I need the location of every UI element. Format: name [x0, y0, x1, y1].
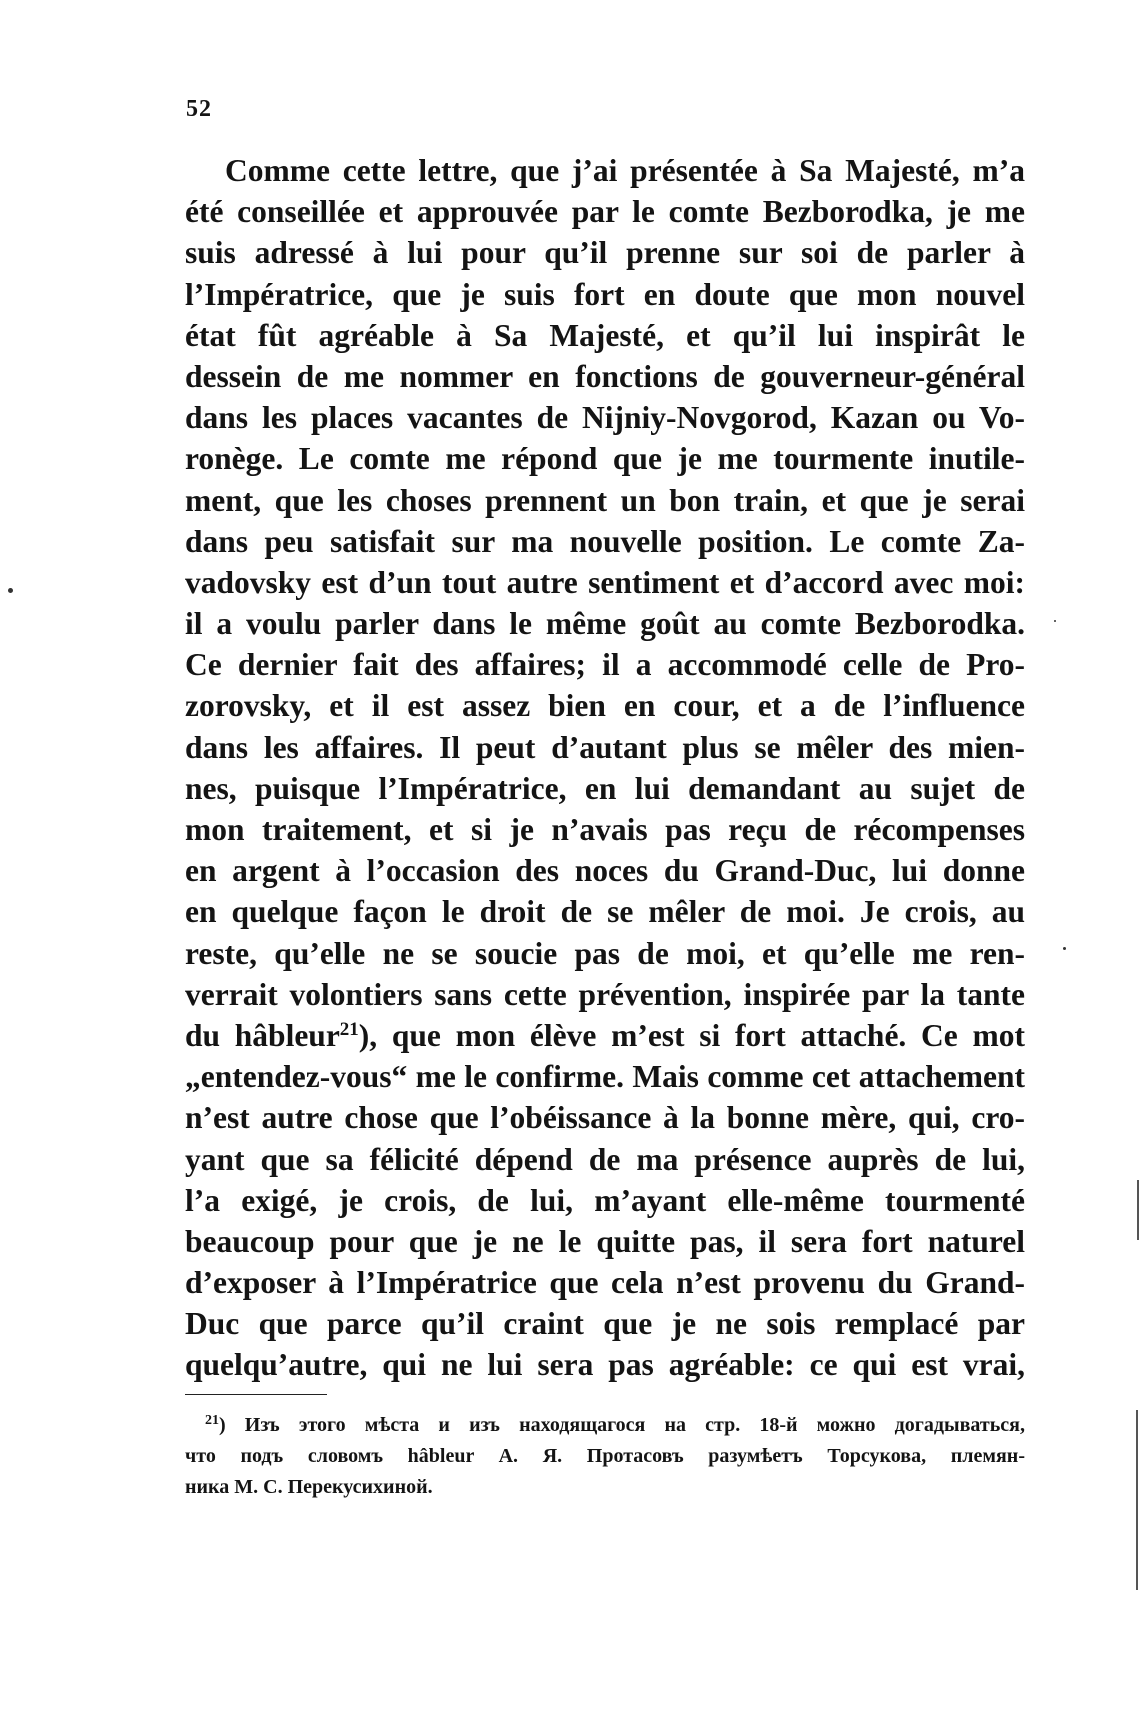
text-line: état fût agréable à Sa Majesté, et qu’il lui inspirât le: [185, 317, 1025, 353]
scan-speck: [8, 588, 13, 593]
text-line: été conseillée et approuvée par le comte Bezborodka, je me: [185, 194, 1025, 230]
text-line: nes, puisque l’Impératrice, en lui demandant au sujet de: [185, 770, 1025, 806]
text-line: l’a exigé, je crois, de lui, m’ayant elle-même tourmenté: [185, 1182, 1025, 1218]
scan-edge-mark: [1137, 1180, 1139, 1240]
footnote-separator: [185, 1394, 327, 1395]
text-line: quelqu’autre, qui ne lui sera pas agréable: ce qui est vrai,: [185, 1347, 1025, 1383]
text-line: dans les places vacantes de Nijniy-Novgorod, Kazan ou Vo-: [185, 400, 1025, 436]
text-line: dans les affaires. Il peut d’autant plus se mêler des mien-: [185, 729, 1025, 765]
footnote-reference-mark[interactable]: 21: [339, 1018, 359, 1040]
scan-speck: [1063, 947, 1066, 950]
text-line: Comme cette lettre, que j’ai présentée à Sa Majesté, m’a: [225, 153, 1025, 188]
text-line: beaucoup pour que je ne le quitte pas, il sera fort naturel: [185, 1223, 1025, 1259]
scan-edge-mark: [1136, 1410, 1138, 1590]
text-line: dans peu satisfait sur ma nouvelle position. Le comte Za-: [185, 523, 1025, 559]
text-line: ronège. Le comte me répond que je me tourmente inutile-: [185, 441, 1025, 477]
footnote-text: ) Изъ этого мѣста и изъ находящагося на стр. 18-й можно догадываться,: [219, 1414, 1025, 1436]
text-line: n’est autre chose que l’obéissance à la bonne mère, qui, cro-: [185, 1100, 1025, 1136]
text-line: reste, qu’elle ne se soucie pas de moi, et qu’elle me ren-: [185, 935, 1025, 971]
scan-speck: [1054, 620, 1056, 622]
text-line-with-footnote-ref: [185, 1015, 1025, 1056]
text-line: verrait volontiers sans cette prévention, inspirée par la tante: [185, 976, 1025, 1012]
text-line: en quelque façon le droit de se mêler de moi. Je crois, au: [185, 894, 1025, 930]
footnote-line: [185, 1410, 1025, 1441]
footnote-mark: 21: [205, 1413, 219, 1428]
footnote: [185, 1410, 1025, 1503]
text-line: en argent à l’occasion des noces du Grand-Duc, lui donne: [185, 853, 1025, 889]
text-line: suis adressé à lui pour qu’il prenne sur soi de parler à: [185, 235, 1025, 271]
text-line: Duc que parce qu’il craint que je ne sois remplacé par: [185, 1306, 1025, 1342]
text-line: vadovsky est d’un tout autre sentiment et d’accord avec moi:: [185, 564, 1025, 600]
footnote-line: ника М. С. Перекусихиной.: [185, 1476, 433, 1498]
text-line: mon traitement, et si je n’avais pas reçu de récompenses: [185, 812, 1025, 847]
footnote-line: что подъ словомъ hâbleur А. Я. Протасовъ разумѣетъ Торсукова, племян-: [185, 1445, 1025, 1467]
text-line: yant que sa félicité dépend de ma présence auprès de lui,: [185, 1141, 1025, 1177]
text-line: ment, que les choses prennent un bon train, et que je serai: [185, 482, 1025, 518]
text-line: dessein de me nommer en fonctions de gouverneur-général: [185, 358, 1025, 394]
text-line: Ce dernier fait des affaires; il a accommodé celle de Pro-: [185, 647, 1025, 683]
text-fragment: du hâbleur: [185, 1017, 340, 1053]
text-fragment: ), que mon élève m’est si fort attaché. Ce mot: [358, 1017, 1025, 1053]
text-line: l’Impératrice, que je suis fort en doute que mon nouvel: [185, 276, 1025, 312]
page-number: 52: [186, 96, 212, 122]
body-text: [185, 150, 1025, 1386]
text-line: zorovsky, et il est assez bien en cour, et a de l’influence: [185, 688, 1025, 724]
text-line: „entendez-vous“ me le confirme. Mais comme cet attachement: [185, 1059, 1025, 1095]
text-line: d’exposer à l’Impératrice que cela n’est provenu du Grand-: [185, 1265, 1025, 1301]
text-line: il a voulu parler dans le même goût au comte Bezborodka.: [185, 606, 1025, 642]
